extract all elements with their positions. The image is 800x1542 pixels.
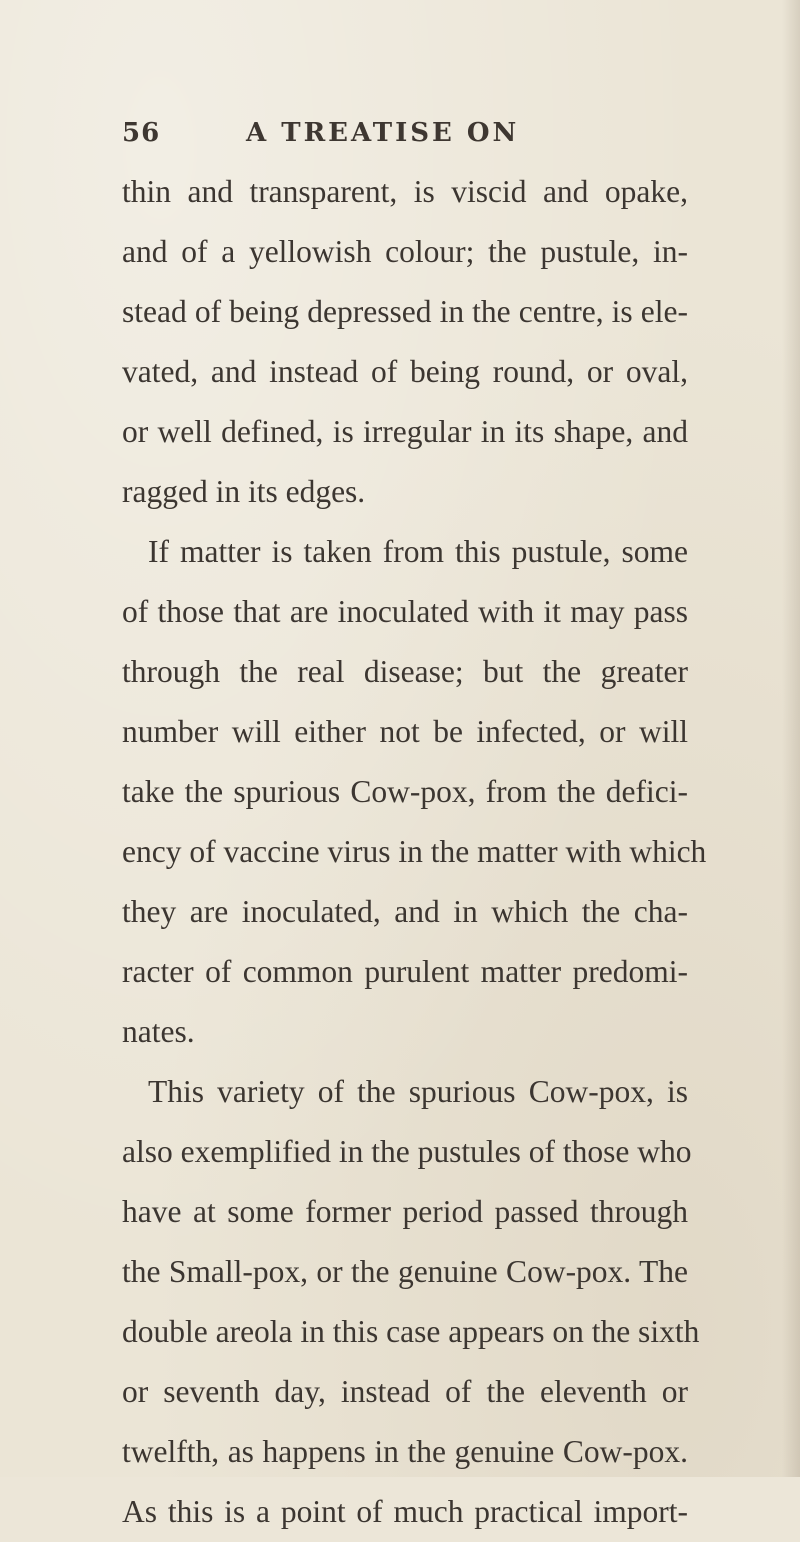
text-line: ragged in its edges. (122, 474, 366, 509)
body-text (122, 162, 707, 1542)
text-line: twelfth, as happens in the genuine Cow-pox. (122, 1434, 688, 1469)
text-line: or well defined, is irregular in its shape, and (122, 414, 688, 449)
text-line: and of a yellowish colour; the pustule, in- (122, 234, 688, 269)
text-line: of those that are inoculated with it may pass (122, 594, 688, 629)
page-number: 56 (122, 118, 161, 148)
text-line: thin and transparent, is viscid and opake, (122, 174, 688, 209)
text-line: stead of being depressed in the centre, is ele- (122, 294, 688, 329)
text-line: or seventh day, instead of the eleventh or (122, 1374, 688, 1409)
running-head: A TREATISE ON (246, 118, 520, 148)
page-header (0, 118, 800, 158)
text-line: ency of vaccine virus in the matter with which (122, 834, 707, 869)
text-line: have at some former period passed through (122, 1194, 688, 1229)
text-line: If matter is taken from this pustule, some (148, 534, 688, 569)
text-line: the Small-pox, or the genuine Cow-pox. The (122, 1254, 688, 1289)
text-line: double areola in this case appears on the sixth (122, 1314, 700, 1349)
text-line: This variety of the spurious Cow-pox, is (148, 1074, 688, 1109)
page-edge-shadow (782, 0, 800, 1477)
text-line: racter of common purulent matter predomi- (122, 954, 688, 989)
text-line: nates. (122, 1014, 195, 1049)
text-line: they are inoculated, and in which the cha- (122, 894, 688, 929)
text-line: As this is a point of much practical import- (122, 1494, 688, 1529)
text-line: vated, and instead of being round, or oval, (122, 354, 688, 389)
text-line: take the spurious Cow-pox, from the defici- (122, 774, 688, 809)
text-line: through the real disease; but the greater (122, 654, 688, 689)
text-line: also exemplified in the pustules of those who (122, 1134, 692, 1169)
text-line: number will either not be infected, or will (122, 714, 688, 749)
